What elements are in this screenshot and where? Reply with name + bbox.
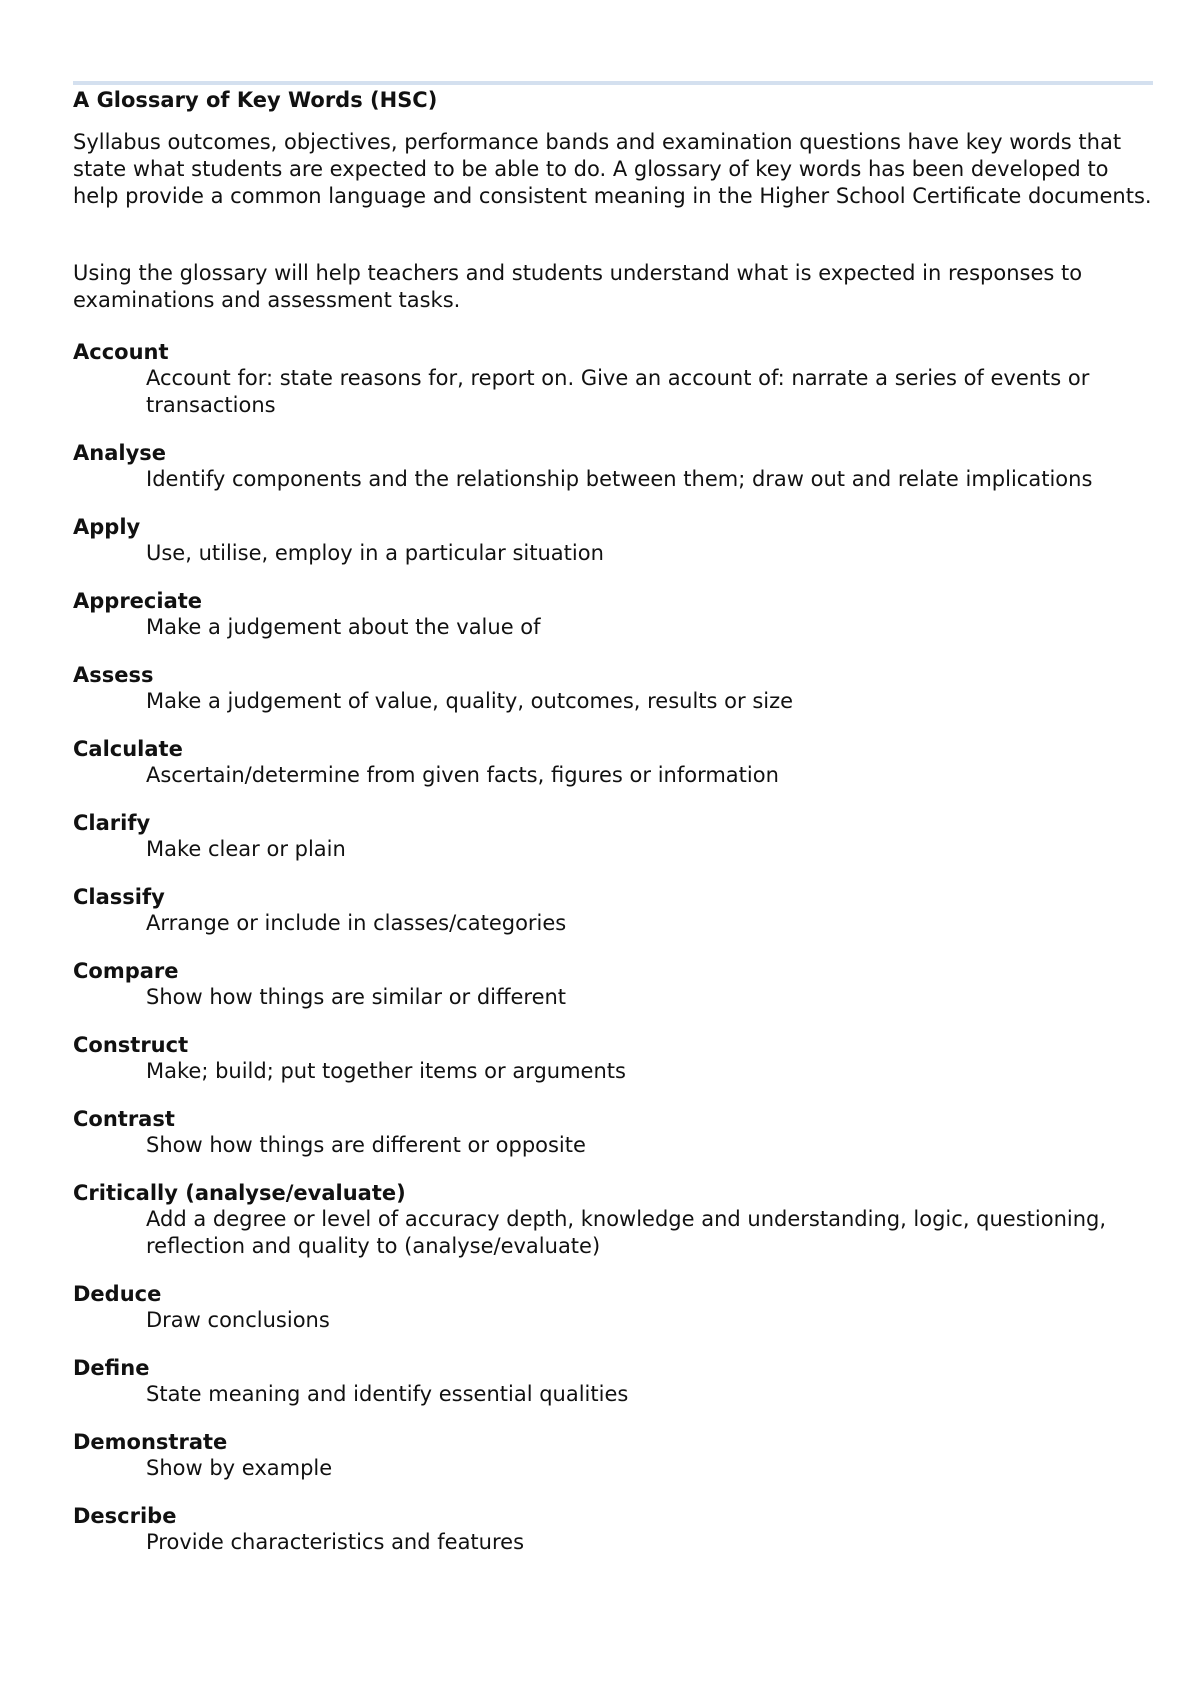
glossary-definition: Draw conclusions — [146, 1308, 330, 1332]
glossary-term: Define — [73, 1356, 150, 1380]
glossary-entry-demonstrate — [73, 1429, 1153, 1482]
glossary-term: Calculate — [73, 737, 183, 761]
glossary-entry-calculate — [73, 736, 1153, 789]
glossary-definition: Identify components and the relationship between them; draw out and relate implications — [146, 467, 1093, 491]
glossary-definition: Show how things are different or opposite — [146, 1133, 586, 1157]
glossary-entry-construct — [73, 1032, 1153, 1085]
glossary-definition: Add a degree or level of accuracy depth, knowledge and understanding, logic, questioning, reflection and quality to (analyse/evaluate) — [146, 1207, 1107, 1258]
glossary-term: Appreciate — [73, 589, 203, 613]
glossary-term: Compare — [73, 959, 179, 983]
glossary-entry-compare — [73, 958, 1153, 1011]
glossary-term: Assess — [73, 663, 154, 687]
glossary-entry-account — [73, 339, 1153, 419]
glossary-term: Describe — [73, 1504, 177, 1528]
glossary-term: Apply — [73, 515, 141, 539]
glossary-list — [73, 339, 1153, 1577]
intro-paragraph-1: Syllabus outcomes, objectives, performance bands and examination questions have key words that state what students are expected to be able to do. A glossary of key words has been developed to help provide a common language and consistent meaning in the Higher School Certificate documents. — [73, 130, 1152, 208]
glossary-term: Clarify — [73, 811, 151, 835]
glossary-term: Analyse — [73, 441, 167, 465]
glossary-definition: Account for: state reasons for, report on. Give an account of: narrate a series of events or transactions — [146, 366, 1090, 417]
document-title: A Glossary of Key Words (HSC) — [73, 88, 438, 112]
glossary-entry-critically — [73, 1180, 1153, 1260]
glossary-definition: Provide characteristics and features — [146, 1530, 525, 1554]
glossary-entry-describe — [73, 1503, 1153, 1556]
glossary-entry-analyse — [73, 440, 1153, 493]
intro-paragraph-2: Using the glossary will help teachers and students understand what is expected in responses to examinations and assessment tasks. — [73, 261, 1083, 312]
glossary-definition: Make; build; put together items or arguments — [146, 1059, 626, 1083]
glossary-term: Deduce — [73, 1282, 162, 1306]
glossary-definition: Make clear or plain — [146, 837, 346, 861]
glossary-definition: Ascertain/determine from given facts, figures or information — [146, 763, 779, 787]
glossary-entry-assess — [73, 662, 1153, 715]
glossary-definition: State meaning and identify essential qualities — [146, 1382, 629, 1406]
glossary-definition: Use, utilise, employ in a particular situation — [146, 541, 604, 565]
glossary-term: Account — [73, 340, 169, 364]
top-divider — [73, 81, 1153, 85]
glossary-definition: Make a judgement about the value of — [146, 615, 541, 639]
glossary-term: Construct — [73, 1033, 189, 1057]
glossary-definition: Arrange or include in classes/categories — [146, 911, 567, 935]
glossary-entry-appreciate — [73, 588, 1153, 641]
glossary-entry-deduce — [73, 1281, 1153, 1334]
glossary-entry-apply — [73, 514, 1153, 567]
glossary-entry-define — [73, 1355, 1153, 1408]
glossary-term: Classify — [73, 885, 165, 909]
glossary-definition: Show by example — [146, 1456, 333, 1480]
glossary-term: Demonstrate — [73, 1430, 228, 1454]
glossary-entry-contrast — [73, 1106, 1153, 1159]
glossary-definition: Show how things are similar or different — [146, 985, 567, 1009]
glossary-entry-clarify — [73, 810, 1153, 863]
glossary-term: Contrast — [73, 1107, 175, 1131]
glossary-term: Critically (analyse/evaluate) — [73, 1181, 406, 1205]
glossary-entry-classify — [73, 884, 1153, 937]
glossary-definition: Make a judgement of value, quality, outcomes, results or size — [146, 689, 794, 713]
